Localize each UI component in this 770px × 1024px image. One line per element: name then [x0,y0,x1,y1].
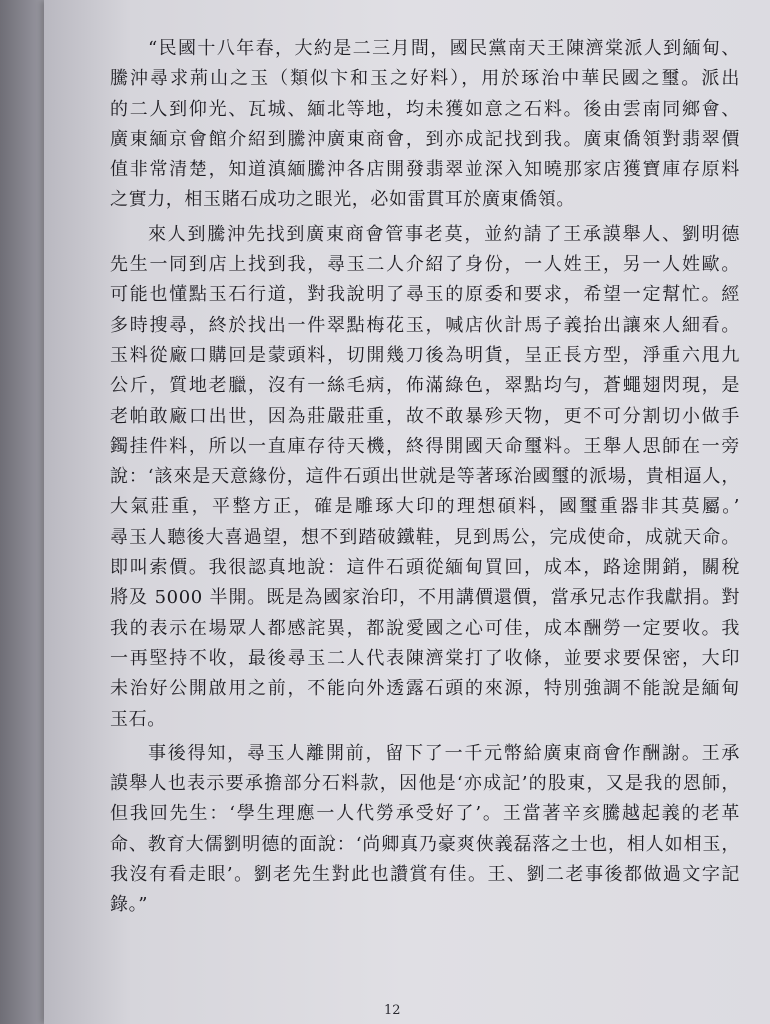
text-line: 將及 5000 半開。既是為國家治印，不用講價還價，當承兄志作我獻捐。對 [110,587,740,609]
text-line: 騰沖尋求荊山之玉（類似卞和玉之好料），用於琢治中華民國之璽。派出 [110,68,740,90]
paragraph-2 [110,220,740,735]
text-line: 來人到騰沖先找到廣東商會管事老莫，並約請了王承謨舉人、劉明德 [148,223,740,245]
text-line: 玉石。 [110,708,166,730]
text-line: 未治好公開啟用之前，不能向外透露石頭的來源，特別強調不能說是緬甸 [110,678,740,700]
text-line: 廣東緬京會館介紹到騰沖廣東商會，到亦成記找到我。廣東僑領對翡翠價 [110,128,740,150]
text-line: 即叫索價。我很認真地說：這件石頭從緬甸買回，成本，路途開銷，關稅 [110,557,740,579]
text-line: 謨舉人也表示要承擔部分石料款，因他是‘亦成記’的股東，又是我的恩師， [110,773,740,795]
text-line: 但我回先生：‘學生理應一人代勞承受好了’。王當著辛亥騰越起義的老革 [110,803,740,825]
text-line: 尋玉人聽後大喜過望，想不到踏破鐵鞋，見到馬公，完成使命，成就天命。 [110,526,740,548]
text-line: 命、教育大儒劉明德的面說：‘尚卿真乃豪爽俠義磊落之士也，相人如相玉， [110,833,740,855]
text-line: 多時搜尋，終於找出一件翠點梅花玉，喊店伙計馬子義抬出讓來人細看。 [110,314,740,336]
page-number: 12 [384,1003,401,1018]
text-line: 之實力，相玉賭石成功之眼光，必如雷貫耳於廣東僑領。 [110,189,575,211]
text-line: 說：‘該來是天意緣份，這件石頭出世就是等著琢治國璽的派場，貴相逼人， [110,466,740,488]
text-line: 公斤，質地老臘，沒有一絲毛病，佈滿綠色，翠點均勻，蒼蠅翅閃現，是 [110,375,740,397]
page-text [110,34,740,921]
paragraph-1 [110,34,740,216]
text-line: 老帕敢廠口出世，因為莊嚴莊重，故不敢暴殄天物，更不可分割切小做手 [110,405,740,427]
book-page [44,0,770,1024]
text-line: 可能也懂點玉石行道，對我說明了尋玉的原委和要求，希望一定幫忙。經 [110,284,740,306]
text-line: 錄。” [110,894,149,916]
binding-shadow [0,0,48,1024]
text-line: 我沒有看走眼’。劉老先生對此也讚賞有佳。王、劉二老事後都做過文字記 [110,864,740,886]
text-line: 我的表示在場眾人都感詫異，都說愛國之心可佳，成本酬勞一定要收。我 [110,617,740,639]
text-line: 值非常清楚，知道滇緬騰沖各店開發翡翠並深入知曉那家店獲寶庫存原料 [110,159,740,181]
text-line: 一再堅持不收，最後尋玉二人代表陳濟棠打了收條，並要求要保密，大印 [110,647,740,669]
text-line: 先生一同到店上找到我，尋玉二人介紹了身份，一人姓王，另一人姓歐。 [110,254,740,276]
text-line: 玉料從廠口購回是蒙頭料，切開幾刀後為明貨，呈正長方型，淨重六甩九 [110,344,740,366]
text-line: 鐲挂件料，所以一直庫存待天機，終得開國天命璽料。王舉人思師在一旁 [110,435,740,457]
text-line: 的二人到仰光、瓦城、緬北等地，均未獲如意之石料。後由雲南同鄉會、 [110,98,740,120]
paragraph-3 [110,739,740,921]
text-line: “民國十八年春，大約是二三月間，國民黨南天王陳濟棠派人到緬甸、 [148,38,740,59]
text-line: 事後得知，尋玉人離開前，留下了一千元幣給廣東商會作酬謝。王承 [148,742,740,764]
text-line: 大氣莊重，平整方正，確是雕琢大印的理想碩料，國璽重器非其莫屬。’ [110,496,740,518]
